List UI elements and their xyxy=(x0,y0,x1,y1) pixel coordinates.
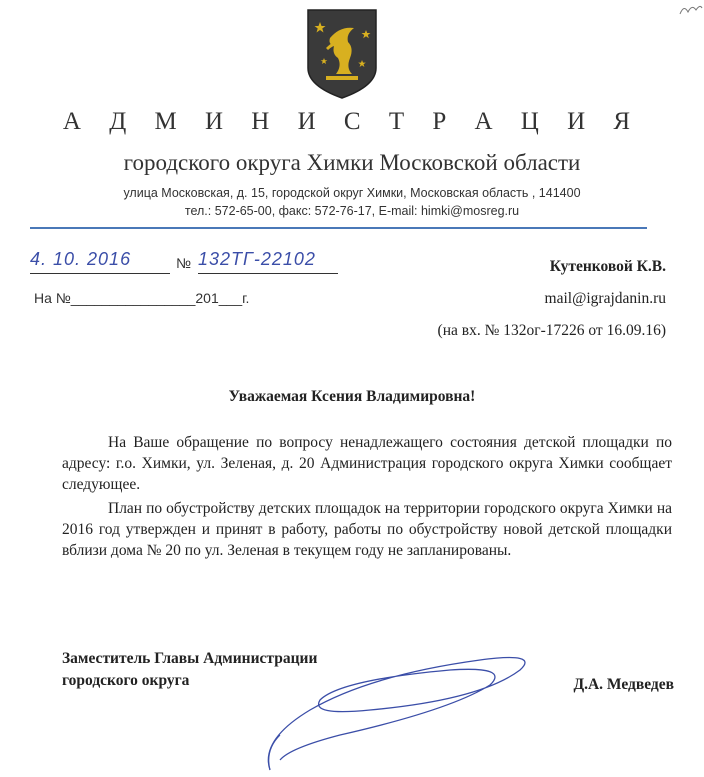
recipient-name: Кутенковой К.В. xyxy=(549,258,666,275)
organization-subtitle: городского округа Химки Московской области xyxy=(123,150,581,175)
outgoing-number: 132ТГ-22102 xyxy=(198,249,338,274)
address-line: улица Московская, д. 15, городской округ Химки, Московская область , 141400 xyxy=(123,186,581,200)
coat-of-arms-emblem xyxy=(306,8,378,100)
signer-title: городского округа xyxy=(62,672,190,689)
greeting: Уважаемая Ксения Владимировна! xyxy=(228,388,476,405)
signer-name: Д.А. Медведев xyxy=(573,676,674,693)
contact-line: тел.: 572-65-00, факс: 572-76-17, E-mail: himki@mosreg.ru xyxy=(184,204,520,218)
body-paragraph: На Ваше обращение по вопросу ненадлежащего состояния детской площадки по адресу: г.о. Химки, ул. Зеленая, д. 20 Администрация городского округа Химки сообщает следующее. xyxy=(62,434,672,493)
reference-line: На №________________201___г. xyxy=(34,290,250,306)
outgoing-date: 4. 10. 2016 xyxy=(30,249,170,274)
outgoing-number-label: № xyxy=(176,255,192,271)
organization-title: А Д М И Н И С Т Р А Ц И Я xyxy=(62,108,642,135)
recipient-email: mail@igrajdanin.ru xyxy=(544,290,666,307)
body-paragraph: План по обустройству детских площадок на территории городского округа Химки на 2016 год утвержден и принят в работу, работы по обустройству новой детской площадки вблизи дома № 20 по ул. Зеленая в текущем году не запланированы. xyxy=(62,500,672,559)
header-divider xyxy=(30,227,647,229)
signer-title: Заместитель Главы Администрации xyxy=(62,650,318,667)
handwritten-signature xyxy=(250,640,550,777)
incoming-reference: (на вх. № 132ог-17226 от 16.09.16) xyxy=(437,322,666,339)
handwritten-corner-mark xyxy=(676,0,704,20)
